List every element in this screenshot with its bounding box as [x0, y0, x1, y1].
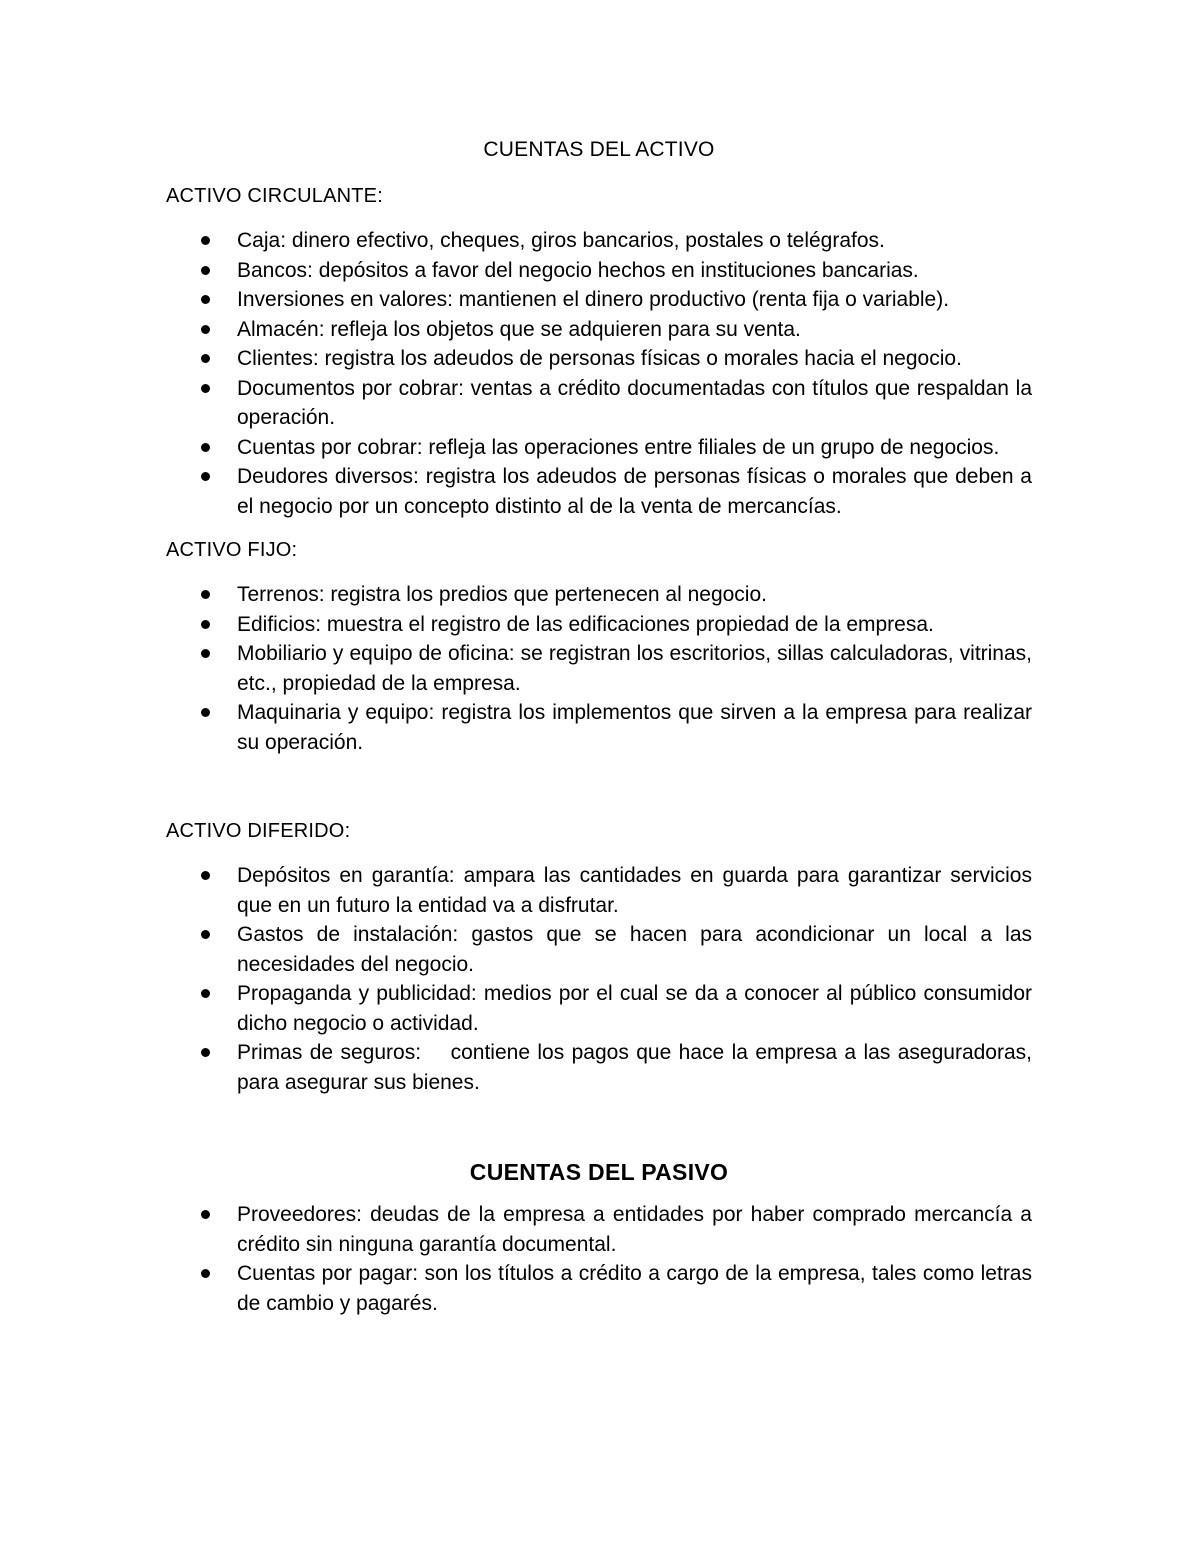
- section-heading-activo-circulante: ACTIVO CIRCULANTE:: [166, 185, 383, 207]
- bullet-icon: [201, 1048, 210, 1057]
- pasivo-list: [166, 1200, 1032, 1318]
- bullet-icon: [201, 989, 210, 998]
- list-item-text: Mobiliario y equipo de oficina: se registran los escritorios, sillas calculadoras, vitrinas, etc., propiedad de la empresa.: [237, 642, 1032, 695]
- list-item-text: Clientes: registra los adeudos de personas físicas o morales hacia el negocio.: [237, 347, 962, 370]
- activo-fijo-list: [166, 580, 1032, 757]
- list-item: [166, 374, 1032, 433]
- bullet-icon: [201, 708, 210, 717]
- bullet-icon: [201, 871, 210, 880]
- list-item: [166, 462, 1032, 521]
- bullet-icon: [201, 472, 210, 481]
- list-item-text: Documentos por cobrar: ventas a crédito documentadas con títulos que respaldan la operación.: [237, 376, 1032, 429]
- bullet-icon: [201, 354, 210, 363]
- bullet-icon: [201, 590, 210, 599]
- list-item-text: Proveedores: deudas de la empresa a entidades por haber comprado mercancía a crédito sin ninguna garantía documental.: [237, 1203, 1032, 1256]
- list-item: [166, 256, 1032, 286]
- pasivo-title: CUENTAS DEL PASIVO: [469, 1159, 729, 1185]
- list-item-text: Depósitos en garantía: ampara las cantidades en guarda para garantizar servicios que en un futuro la entidad va a disfrutar.: [237, 864, 1032, 917]
- list-item: [166, 1259, 1032, 1318]
- bullet-icon: [201, 384, 210, 393]
- bullet-icon: [201, 930, 210, 939]
- list-item-text: Cuentas por cobrar: refleja las operaciones entre filiales de un grupo de negocios.: [237, 435, 1000, 459]
- list-item: [166, 920, 1032, 979]
- bullet-icon: [201, 620, 210, 629]
- list-item: [166, 861, 1032, 920]
- bullet-icon: [201, 325, 210, 334]
- list-item-text: Cuentas por pagar: son los títulos a crédito a cargo de la empresa, tales como letras de cambio y pagarés.: [237, 1262, 1032, 1315]
- list-item: [166, 979, 1032, 1038]
- list-item: [166, 226, 1032, 256]
- bullet-icon: [201, 1269, 210, 1278]
- list-item-text: Deudores diversos: registra los adeudos de personas físicas o morales que deben a el negocio por un concepto distinto al de la venta de mercancías.: [237, 465, 1032, 518]
- bullet-icon: [201, 295, 210, 304]
- list-item-text: Bancos: depósitos a favor del negocio hechos en instituciones bancarias.: [237, 258, 919, 282]
- page-title: CUENTAS DEL ACTIVO: [483, 138, 715, 161]
- list-item-text: Propaganda y publicidad: medios por el cual se da a conocer al público consumidor dicho negocio o actividad.: [237, 982, 1032, 1035]
- document-content: [166, 138, 1038, 1318]
- bullet-icon: [201, 649, 210, 658]
- list-item: [166, 698, 1032, 757]
- list-item: [166, 1038, 1038, 1097]
- list-item-text: Terrenos: registra los predios que pertenecen al negocio.: [237, 583, 767, 606]
- list-item-text: Edificios: muestra el registro de las edificaciones propiedad de la empresa.: [237, 612, 934, 636]
- bullet-icon: [201, 266, 210, 275]
- list-item: [166, 285, 1032, 315]
- list-item-text: Maquinaria y equipo: registra los implementos que sirven a la empresa para realizar su operación.: [237, 701, 1032, 754]
- bullet-icon: [201, 236, 210, 245]
- list-item: [166, 1200, 1032, 1259]
- list-item: [166, 580, 1032, 610]
- section-heading-activo-diferido: ACTIVO DIFERIDO:: [166, 820, 351, 842]
- list-item: [166, 433, 1032, 463]
- bullet-icon: [201, 443, 210, 452]
- section-heading-activo-fijo: ACTIVO FIJO:: [166, 539, 298, 561]
- list-item-text: Almacén: refleja los objetos que se adquieren para su venta.: [237, 317, 801, 341]
- list-item: [166, 315, 1032, 345]
- list-item: [166, 344, 1032, 374]
- list-item-text: Gastos de instalación: gastos que se hacen para acondicionar un local a las necesidades del negocio.: [237, 923, 1032, 976]
- list-item-text: Inversiones en valores: mantienen el dinero productivo (renta fija o variable).: [237, 288, 950, 311]
- bullet-icon: [201, 1210, 210, 1219]
- activo-circulante-list: [166, 226, 1032, 521]
- activo-diferido-list: [166, 861, 1038, 1097]
- list-item: [166, 639, 1032, 698]
- list-item-text: Primas de seguros: contiene los pagos que hace la empresa a las aseguradoras, para asegurar sus bienes.: [237, 1041, 1038, 1094]
- list-item-text: Caja: dinero efectivo, cheques, giros bancarios, postales o telégrafos.: [237, 229, 885, 252]
- list-item: [166, 610, 1032, 640]
